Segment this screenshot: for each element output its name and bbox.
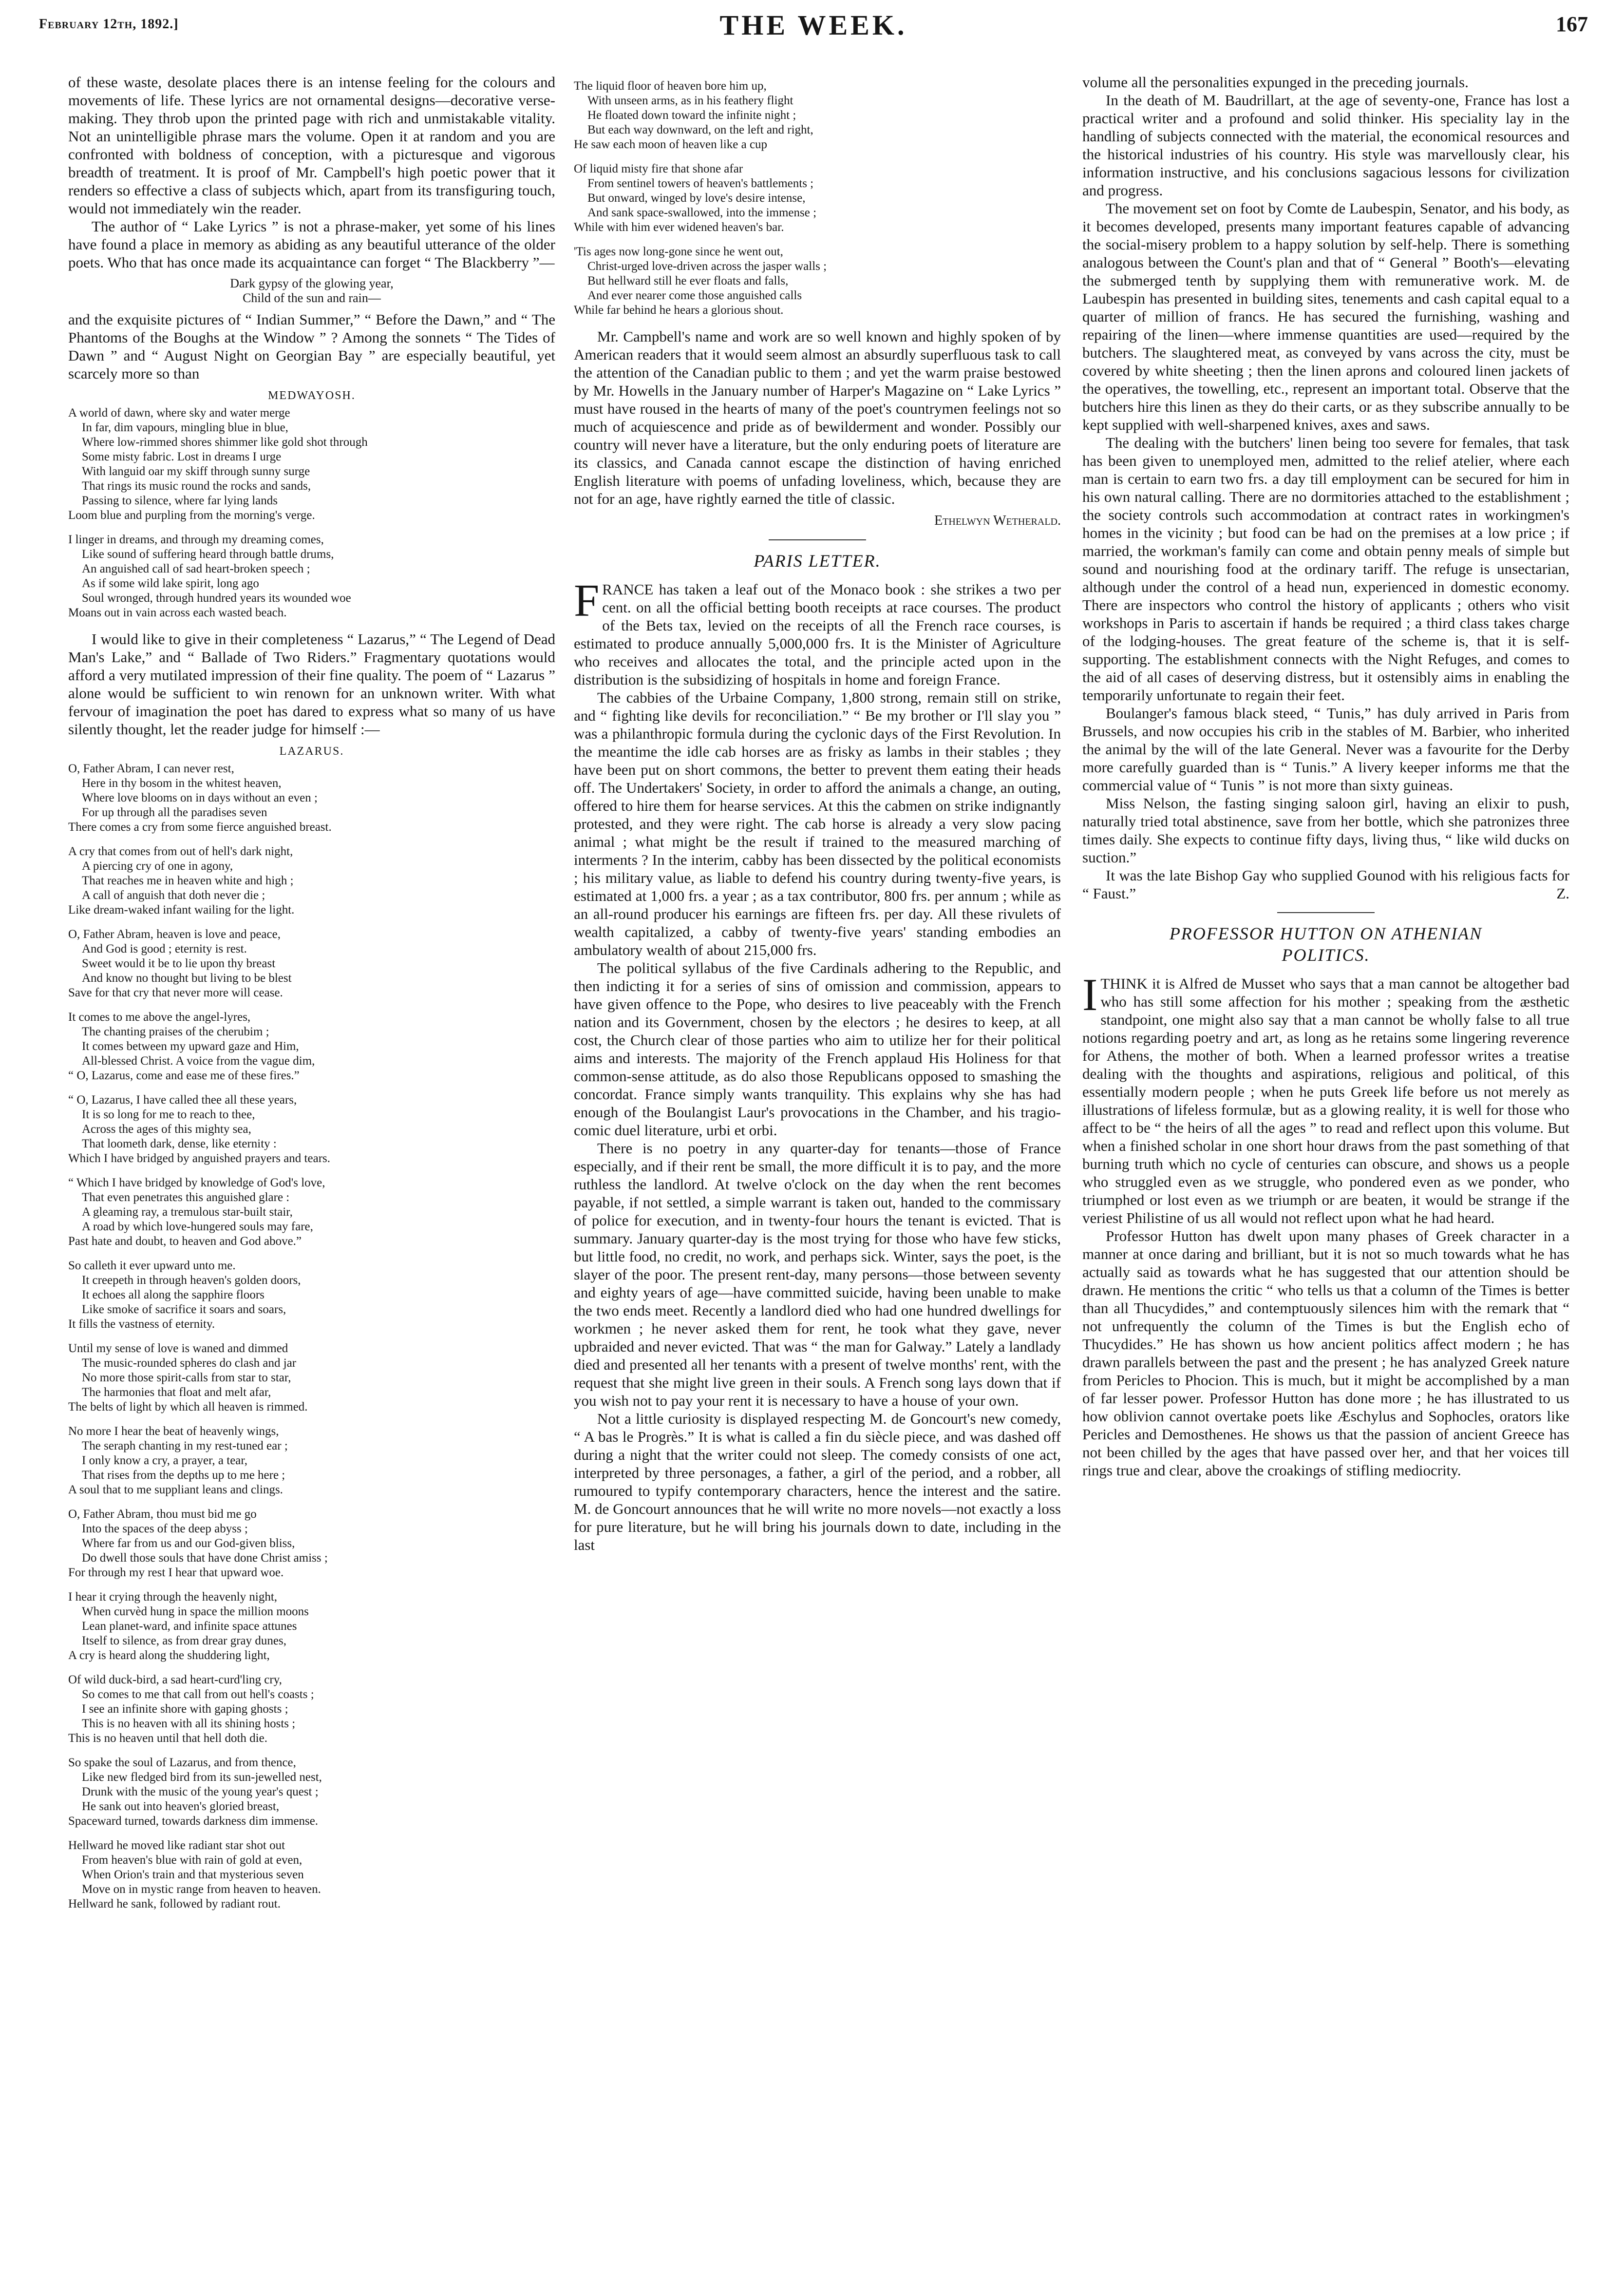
- verse-line: Itself to silence, as from drear gray dunes,: [82, 1634, 286, 1647]
- verse-line: The chanting praises of the cherubim ;: [82, 1025, 269, 1038]
- article-paragraph: The dealing with the butchers' linen being too severe for females, that task has been given to unemployed men, admitted to the relief atelier, where each man is certain to earn two frs. a day till employment can be secured for him in his own natural calling. There are no dormitories attached to the establishment ; the society controls such accommodation at contract rates in workingmen's homes in the vicinity ; but food can be had on the premises at a low price ; if married, the workman's family can come and obtain penny meals of simple but sound and nourishing food at the ordinary tariff. The refuge is unsectarian, although under the control of a head nun, experienced in domestic economy. There are inspectors who control the history of applicants ; others who visit workshops in Paris to ascertain if hands be required ; a third class takes charge of the lodging-houses. The great feature of the scheme is, that it is self-supporting. The establishment connects with the Night Refuges, and comes to the aid of all cases of deserving distress, but it ostensibly aims in enabling the temporarily unfortunate to regain their feet.: [1082, 434, 1569, 704]
- article-paragraph: I would like to give in their completeness “ Lazarus,” “ The Legend of Dead Man's Lake,” and “ Ballade of Two Riders.” Fragmentary quotations would afford a very mutilated impression of their fine quality. The poem of “ Lazarus ” alone would be sufficient to win renown for an unknown writer. With what fervour of imagination the poet has dared to express what so many of us have silently thought, let the reader judge for himself :—: [68, 630, 555, 738]
- article-paragraph: The cabbies of the Urbaine Company, 1,800 strong, remain still on strike, and “ fighting like devils for reconciliation.” “ Be my brother or I'll slay you ” was a philanthropic formula during the cyclonic days of the First Revolution. In the meantime the idle cab horses are as frisky as lambs in their stables ; they have been put on short commons, the better to prevent them eating their heads off. The Undertakers' Society, in order to afford the animals a change, an outing, offered to hire them for hearse services. At this the cabmen on strike indignantly protested, and they were right. The cab horse is already a very slow pacing animal ; what might be the result if trained to the measured marching of interments ? In the interim, cabby has been dissected by the political economists ; his military value, as liable to defend his country during twenty-five years, is estimated at 1,000 frs. a year ; as a tax contributor, 800 frs. per annum ; while as an all-round producer his earnings are fifteen frs. per day. All these rivulets of wealth capitalized, a cabby of twenty-five years' standing embodies an ambulatory wealth of about 215,000 frs.: [574, 689, 1061, 958]
- verse-line: 'Tis ages now long-gone since he went out,: [574, 245, 783, 258]
- verse-line: A cry that comes from out of hell's dark night,: [68, 845, 293, 858]
- verse-line: It echoes all along the sapphire floors: [82, 1288, 264, 1301]
- verse-line: Soul wronged, through hundred years its wounded woe: [82, 592, 351, 605]
- poem-stanza: [68, 1093, 555, 1166]
- quoted-couplet: [68, 276, 555, 305]
- poem-stanza: [68, 1838, 555, 1911]
- verse-line: A soul that to me suppliant leans and clings.: [68, 1483, 283, 1496]
- article-paragraph: and the exquisite pictures of “ Indian Summer,” “ Before the Dawn,” and “ The Phantoms of the Boughs at the Window ” ? Among the sonnets “ The Tides of Dawn ” and “ August Night on Georgian Bay ” are especially beautiful, yet scarcely more so than: [68, 311, 555, 382]
- verse-line: The seraph chanting in my rest-tuned ear ;: [82, 1439, 288, 1452]
- verse-line: Hellward he moved like radiant star shot out: [68, 1839, 285, 1852]
- section-title-hutton: [1082, 923, 1569, 966]
- verse-line: O, Father Abram, thou must bid me go: [68, 1508, 257, 1521]
- verse-line: Like new fledged bird from its sun-jewelled nest,: [82, 1771, 322, 1784]
- verse-line: That reaches me in heaven white and high ;: [82, 874, 294, 887]
- article-paragraph: of these waste, desolate places there is an intense feeling for the colours and movements of life. These lyrics are not ornamental designs—decorative verse-making. They throb upon the printed page with rich and unmistakable vitality. Not an unintelligible phrase mars the volume. Open it at random and you are confronted with boldness of conception, with a picturesque and vigorous breadth of treatment. It is proof of Mr. Campbell's high poetic power that it renders so effective a class of subjects which, apart from its transfiguring touch, would not immediately win the reader.: [68, 74, 555, 217]
- poem-stanza: [68, 762, 555, 835]
- verse-line: It fills the vastness of eternity.: [68, 1317, 215, 1331]
- verse-line: Like smoke of sacrifice it soars and soars,: [82, 1303, 286, 1316]
- verse-line: For through my rest I hear that upward woe.: [68, 1566, 284, 1579]
- verse-line: An anguished call of sad heart-broken speech ;: [82, 562, 310, 575]
- column-right: [1082, 73, 1569, 1479]
- verse-line: This is no heaven with all its shining hosts ;: [82, 1717, 296, 1730]
- verse-line: I hear it crying through the heavenly night,: [68, 1590, 278, 1604]
- verse-line: Until my sense of love is waned and dimmed: [68, 1342, 288, 1355]
- verse-line: Lean planet-ward, and infinite space attunes: [82, 1620, 297, 1633]
- author-signature: Ethelwyn Wetherald.: [934, 513, 1061, 528]
- poem-stanza: [68, 1010, 555, 1083]
- issue-date: February 12th, 1892.]: [39, 17, 179, 32]
- verse-line: Child of the sun and rain—: [243, 291, 381, 305]
- verse-line: Sweet would it be to lie upon thy breast: [82, 957, 276, 970]
- verse-line: Here in thy bosom in the whitest heaven,: [82, 777, 282, 790]
- verse-line: While with him ever widened heaven's bar.: [574, 221, 784, 234]
- poem-lazarus-continued: [574, 79, 1061, 318]
- verse-line: As if some wild lake spirit, long ago: [82, 577, 259, 590]
- verse-line: That loometh dark, dense, like eternity :: [82, 1137, 277, 1150]
- verse-line: No more I hear the beat of heavenly wings,: [68, 1425, 279, 1438]
- verse-line: It is so long for me to reach to thee,: [82, 1108, 255, 1121]
- verse-line: A piercing cry of one in agony,: [82, 859, 233, 873]
- poem-stanza: [574, 162, 1061, 235]
- verse-line: “ Which I have bridged by knowledge of God's love,: [68, 1176, 325, 1189]
- verse-line: He saw each moon of heaven like a cup: [574, 138, 768, 151]
- page-number: 167: [1556, 12, 1588, 36]
- verse-line: The music-rounded spheres do clash and jar: [82, 1356, 297, 1370]
- verse-line: A call of anguish that doth never die ;: [82, 889, 265, 902]
- verse-line: I see an infinite shore with gaping ghosts ;: [82, 1702, 288, 1716]
- drop-cap: I: [1082, 970, 1098, 1020]
- verse-line: So comes to me that call from out hell's coasts ;: [82, 1688, 314, 1701]
- verse-line: But onward, winged by love's desire intense,: [587, 191, 806, 205]
- poem-stanza: [68, 1673, 555, 1746]
- verse-line: It creepeth in through heaven's golden doors,: [82, 1274, 301, 1287]
- poem-stanza: [574, 245, 1061, 318]
- verse-line: O, Father Abram, heaven is love and peace,: [68, 928, 281, 941]
- poem-stanza: [68, 1259, 555, 1332]
- paragraph-text: It was the late Bishop Gay who supplied Gounod with his religious facts for “ Faust.”: [1082, 867, 1569, 902]
- verse-line: With languid oar my skiff through sunny surge: [82, 465, 310, 478]
- verse-line: Spaceward turned, towards darkness dim immense.: [68, 1814, 319, 1828]
- article-paragraph: There is no poetry in any quarter-day for tenants—those of France especially, and if their rent be small, the more difficult it is to pay, and the more ruthless the landlord. At twelve o'clock on the day when the rent becomes payable, if not settled, a simple warrant is taken out, handed to the commissary of police for execution, and in twenty-four hours the tenant is evicted. That is summary. January quarter-day is the most trying for those who have few sticks, but little food, no credit, no work, and perhaps sick. Winter, says the poet, is the slayer of the poor. The present rent-day, many persons—those between seventy and eighty years of age—have committed suicide, having been unable to make the two ends meet. Recently a landlord died who had one hundred dwellings for workmen ; he never asked them for rent, he took what they gave, never upbraided and never evicted. That was “ the man for Galway.” Lately a landlady died and presented all her tenants with a present of twelve months' rent, with the request that she might live green in their souls. A French song lays down that if you wish not to pay your rent it is necessary to have a house of your own.: [574, 1140, 1061, 1409]
- verse-line: O, Father Abram, I can never rest,: [68, 762, 234, 775]
- verse-line: Do dwell those souls that have done Christ amiss ;: [82, 1551, 328, 1565]
- verse-line: But hellward still he ever floats and falls,: [587, 274, 789, 287]
- verse-line: But each way downward, on the left and right,: [587, 123, 813, 136]
- article-paragraph: The movement set on foot by Comte de Laubespin, Senator, and his body, as it becomes developed, presents many important features capable of advancing the social-misery problem to a happy solution by self-help. There is something analogous between the Count's plan and that of “ General ” Booth's—elevating the submerged tenth by supplying them with remunerative work. M. de Laubespin has presented in building sites, tenements and cash capital equal to a quarter of million of francs. He has secured the furnishing, washing and repairing of the linen—where immense quantities are used—required by the butchers. The slaughtered meat, as conveyed by vans across the city, must be covered by white sheeting ; then the linen aprons and coloured linen jackets of the operatives, the towelling, etc., represent an important total. Observe that the butchers hire this linen as they do their carts, or as they subscribe annually to be kept supplied with well-sharpened knives, axes and saws.: [1082, 200, 1569, 433]
- verse-line: Save for that cry that never more will cease.: [68, 986, 283, 999]
- verse-line: That rises from the depths up to me here ;: [82, 1469, 285, 1482]
- verse-line: Drunk with the music of the young year's quest ;: [82, 1785, 319, 1798]
- verse-line: A world of dawn, where sky and water merge: [68, 406, 290, 420]
- drop-cap: F: [574, 575, 600, 626]
- verse-line: When Orion's train and that mysterious seven: [82, 1868, 304, 1881]
- verse-line: Hellward he sank, followed by radiant rout.: [68, 1897, 281, 1910]
- verse-line: And ever nearer come those anguished calls: [587, 289, 802, 302]
- title-line: POLITICS.: [1282, 945, 1370, 965]
- verse-line: “ O, Lazarus, come and ease me of these fires.”: [68, 1069, 300, 1082]
- article-paragraph: The political syllabus of the five Cardinals adhering to the Republic, and then indicting it for a series of sins of omission and commission, appears to have given offence to the Pope, who desires to live peaceably with the French nation and its Government, chosen by the electors ; he desires to keep, at all cost, the Church clear of those parties who aim to utilize her for their political aims and interests. The majority of the French applaud His Holiness for that common-sense attitude, as do also those Republicans opposed to smashing the concordat. France simply wants tranquility. This explains why she has had enough of the Boulangist Laur's provocations in the Chamber, and his tragio-comic duel literature, urbi et orbi.: [574, 959, 1061, 1139]
- verse-line: That rings its music round the rocks and sands,: [82, 479, 311, 493]
- poem-title: MEDWAYOSH.: [268, 389, 356, 402]
- poem-title: LAZARUS.: [279, 745, 344, 758]
- verse-line: He sank out into heaven's gloried breast,: [82, 1800, 280, 1813]
- verse-line: Like dream-waked infant wailing for the light.: [68, 903, 295, 916]
- article-paragraph: The author of “ Lake Lyrics ” is not a phrase-maker, yet some of his lines have found a place in memory as abiding as any beautiful utterance of the older poets. Who that has once made its acquaintance can forget “ The Blackberry ”—: [68, 218, 555, 271]
- verse-line: So spake the soul of Lazarus, and from thence,: [68, 1756, 296, 1769]
- paragraph-text: RANCE has taken a leaf out of the Monaco book : she strikes a two per cent. on all the official betting booth receipts at race courses. The product of the Bets tax, levied on the receipts of all the French race courses, is estimated to produce annually 5,000,000 frs. It is the Minister of Agriculture who receives and allocates the total, and the principle acted upon in the distribution is the subsidizing of hospitals in home and foreign France.: [574, 581, 1061, 688]
- verse-line: Which I have bridged by anguished prayers and tears.: [68, 1152, 331, 1165]
- poem-stanza: [68, 1341, 555, 1414]
- verse-line: Loom blue and purpling from the morning's verge.: [68, 509, 315, 522]
- verse-line: A cry is heard along the shuddering light,: [68, 1649, 270, 1662]
- section-title-paris-letter: PARIS LETTER.: [754, 551, 881, 571]
- article-paragraph: Professor Hutton has dwelt upon many phases of Greek character in a manner at once daring and brilliant, but it is not so much towards what he has actually said as towards what he has suggested that our attention should be drawn. He mentions the critic “ who tells us that a column of the Times is better than all Thucydides,” and contemptuously silences him with the remark that “ not unfrequently the column of the Times is but the English echo of Thucydides.” He has shown us how ancient politics affect modern ; he has drawn parallels between the past and the present ; he has analyzed Greek nature from Pericles to Phocion. This is much, but it might be accomplished by a man of far lesser power. Professor Hutton has done more ; he has illustrated to us how oblivion cannot overtake poets like Æschylus and Sophocles, orators like Pericles and Demosthenes. He shows us that the passion of ancient Greece has not been chilled by the ages that have passed over her, and that her voices till rings true and clear, above the croakings of stifling mediocrity.: [1082, 1227, 1569, 1479]
- article-paragraph: Mr. Campbell's name and work are so well known and highly spoken of by American readers that it would seem almost an absurdly superfluous task to call the attention of the Canadian public to them ; and yet the warm praise bestowed by Mr. Howells in the January number of Harper's Magazine on “ Lake Lyrics ” must have roused in the hearts of many of the poet's countrymen feelings not so much of acquiescence and pride as of bewilderment and wonder. Possibly our country will never have a literature, but the only enduring poets of literature are its classics, and Canada cannot escape the distinction of having enriched English literature with poems of unfading loveliness, which, because they are not for an age, have rightly earned the title of classic.: [574, 328, 1061, 507]
- verse-line: Of wild duck-bird, a sad heart-curd'ling cry,: [68, 1673, 282, 1686]
- verse-line: With unseen arms, as in his feathery flight: [587, 94, 793, 107]
- section-divider: [769, 539, 866, 540]
- verse-line: It comes to me above the angel-lyres,: [68, 1011, 251, 1024]
- poem-stanza: [68, 1756, 555, 1829]
- paragraph-text: THINK it is Alfred de Musset who says that a man cannot be altogether bad who has still some affection for his mother ; speaking from the æsthetic standpoint, one might also say that a man cannot be wholly false to all true notions regarding poetry and art, as long as he retains some lingering reverence for Athens, the mother of both. When a learned professor writes a treatise dealing with the thoughts and aspirations, religious and political, of this essentially modern people ; when he puts Greek life before us not merely as illustrations of lifeless formulæ, but as a glowing reality, it is well for those who affect to be “ the heirs of all the ages ” to read and reflect upon this volume. But when a finished scholar in one short hour draws from the past something of that burning truth which no cycle of centuries can obscure, and shows us a people who struggled even as we struggle, who pondered even as we ponder, who triumphed or lost even as we triumph or are beaten, it would be strange if the veriest Philistine of us all would not reflect upon what he had heard.: [1082, 975, 1569, 1226]
- poem-stanza: [68, 927, 555, 1000]
- article-paragraph: Boulanger's famous black steed, “ Tunis,” has duly arrived in Paris from Brussels, and now occupies his crib in the stables of M. Barbier, who inherited the animal by the will of the late General. Never was a favourite for the Derby more carefully guarded than is “ Tunis.” A livery keeper informs me that the commercial value of “ Tunis ” is not more than sixty guineas.: [1082, 705, 1569, 794]
- verse-line: The harmonies that float and melt afar,: [82, 1386, 271, 1399]
- verse-line: Where far from us and our God-given bliss,: [82, 1537, 295, 1550]
- verse-line: I only know a cry, a prayer, a tear,: [82, 1454, 247, 1467]
- poem-stanza: [68, 1176, 555, 1249]
- poem-stanza: [68, 844, 555, 917]
- verse-line: While far behind he hears a glorious shout.: [574, 304, 784, 317]
- verse-line: I linger in dreams, and through my dreaming comes,: [68, 533, 324, 546]
- verse-line: Move on in mystic range from heaven to heaven.: [82, 1883, 321, 1896]
- article-paragraph: volume all the personalities expunged in the preceding journals.: [1082, 74, 1469, 91]
- article-paragraph: Miss Nelson, the fasting singing saloon girl, having an elixir to push, naturally tried total abstinence, save from her bottle, which she patronizes three times daily. She expects to continue fifty days, living thus, “ like wild ducks on suction.”: [1082, 795, 1569, 866]
- verse-line: From heaven's blue with rain of gold at even,: [82, 1853, 302, 1867]
- column-middle: [574, 73, 1061, 1554]
- verse-line: It comes between my upward gaze and Him,: [82, 1040, 299, 1053]
- verse-line: Past hate and doubt, to heaven and God above.”: [68, 1235, 302, 1248]
- poem-stanza: [68, 1590, 555, 1663]
- journal-title: THE WEEK.: [719, 9, 907, 41]
- verse-line: That even penetrates this anguished glare :: [82, 1191, 290, 1204]
- verse-line: Of liquid misty fire that shone afar: [574, 162, 743, 175]
- verse-line: So calleth it ever upward unto me.: [68, 1259, 236, 1272]
- verse-line: Some misty fabric. Lost in dreams I urge: [82, 450, 282, 463]
- article-paragraph: Not a little curiosity is displayed respecting M. de Goncourt's new comedy, “ A bas le Progrès.” It is what is called a fin du siècle piece, and was dashed off during a night that the writer could not sleep. The comedy consists of one act, interpreted by three personages, a father, a girl of the period, and a robber, all rumoured to typify contemporary characters, hence the interest and the satire. M. de Goncourt announces that he will write no more novels—not exactly a loss for pure literature, but he will bring his journals down to date, including in the last: [574, 1410, 1061, 1553]
- section-divider: [1277, 912, 1375, 913]
- poem-stanza: [68, 533, 555, 620]
- verse-line: Moans out in vain across each wasted beach.: [68, 606, 287, 619]
- verse-line: He floated down toward the infinite night ;: [587, 109, 796, 122]
- verse-line: And God is good ; eternity is rest.: [82, 942, 247, 955]
- verse-line: A gleaming ray, a tremulous star-built stair,: [82, 1205, 293, 1219]
- verse-line: When curvèd hung in space the million moons: [82, 1605, 309, 1618]
- verse-line: A road by which love-hungered souls may fare,: [82, 1220, 313, 1233]
- verse-line: And know no thought but living to be blest: [82, 972, 292, 985]
- verse-line: All-blessed Christ. A voice from the vague dim,: [82, 1054, 315, 1068]
- verse-line: Where low-rimmed shores shimmer like gold shot through: [82, 436, 368, 449]
- poem-stanza: [68, 1424, 555, 1497]
- article-paragraph: [574, 575, 1061, 688]
- verse-line: No more those spirit-calls from star to star,: [82, 1371, 291, 1384]
- poem-stanza: [68, 1507, 555, 1580]
- verse-line: Into the spaces of the deep abyss ;: [82, 1522, 248, 1535]
- poem-medwayosh: [68, 388, 555, 620]
- verse-line: Passing to silence, where far lying lands: [82, 494, 278, 507]
- verse-line: Where love blooms on in days without an even ;: [82, 791, 318, 804]
- verse-line: There comes a cry from some fierce anguished breast.: [68, 821, 332, 834]
- verse-line: From sentinel towers of heaven's battlements ;: [587, 177, 814, 190]
- verse-line: Christ-urged love-driven across the jasper walls ;: [587, 260, 827, 273]
- article-paragraph: In the death of M. Baudrillart, at the age of seventy-one, France has lost a practical writer and a profound and solid thinker. His speciality lay in the handling of subjects connected with the material, the economical resources and the historical industries of his country. His style was marvellously clear, his information instructive, and his conclusions sagacious lessons for civilization and progress.: [1082, 92, 1569, 199]
- column-left: [68, 73, 555, 1921]
- verse-line: Like sound of suffering heard through battle drums,: [82, 548, 334, 561]
- article-paragraph: [1082, 866, 1569, 902]
- article-paragraph: [1082, 970, 1569, 1227]
- verse-line: Across the ages of this mighty sea,: [82, 1123, 251, 1136]
- verse-line: The liquid floor of heaven bore him up,: [574, 79, 767, 93]
- masthead: [39, 7, 1588, 46]
- poem-lazarus: [68, 744, 555, 1911]
- title-line: PROFESSOR HUTTON ON ATHENIAN: [1169, 924, 1483, 943]
- verse-line: In far, dim vapours, mingling blue in blue,: [82, 421, 288, 434]
- verse-line: This is no heaven until that hell doth die.: [68, 1732, 267, 1745]
- verse-line: And sank space-swallowed, into the immense ;: [587, 206, 817, 219]
- verse-line: “ O, Lazarus, I have called thee all these years,: [68, 1093, 297, 1107]
- poem-stanza: [574, 79, 1061, 152]
- verse-line: The belts of light by which all heaven is rimmed.: [68, 1400, 308, 1413]
- poem-stanza: [68, 406, 555, 523]
- verse-line: For up through all the paradises seven: [82, 806, 267, 819]
- verse-line: Dark gypsy of the glowing year,: [230, 276, 394, 290]
- author-signature: Z.: [1556, 885, 1569, 902]
